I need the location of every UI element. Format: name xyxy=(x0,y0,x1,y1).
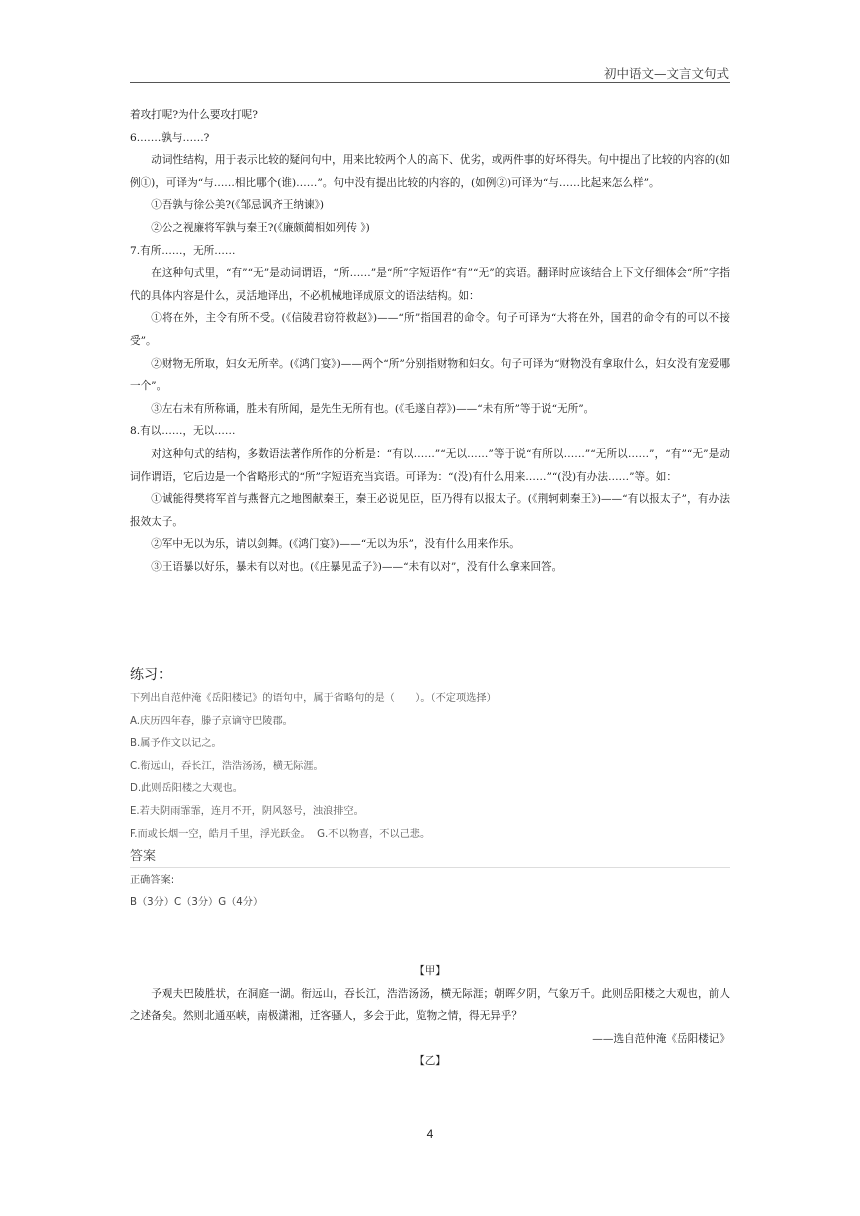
answer-value: B（3分）C（3分）G（4分） xyxy=(130,897,264,908)
example-7-1: ①将在外，主令有所不受。(《信陵君窃符救赵》)——“所”指国君的命令。句子可译为“大将在外，国君的命令有的可以不接受”。 xyxy=(130,312,730,347)
exercise-section xyxy=(130,664,730,846)
example-8-2: ②军中无以为乐，请以剑舞。(《鸿门宴》)——“无以为乐”，没有什么用来作乐。 xyxy=(151,538,520,551)
section-paragraph-7: 在这种句式里，“有”“无”是动词谓语，“所……”是“所”字短语作“有”“无”的宾语。翻译时应该结合上下文仔细体会“所”字指代的具体内容是什么，灵活地译出，不必机械地译成原文的语法结构。如： xyxy=(130,267,730,302)
example-6-2: ②公之视廉将军孰与秦王?(《廉颇蔺相如列传 》) xyxy=(151,221,370,234)
page-number: 4 xyxy=(426,1127,434,1141)
passage-source-jia: ——选自范仲淹《岳阳楼记》 xyxy=(592,1032,730,1045)
option-b: B.属予作文以记之。 xyxy=(130,738,222,750)
answer-section xyxy=(130,848,730,914)
option-f-g-line xyxy=(130,824,730,847)
option-g: G.不以物喜，不以己悲。 xyxy=(317,828,431,840)
exercise-question: 下列出自范仲淹《岳阳楼记》的语句中，属于省略句的是（ ）。（不定项选择） xyxy=(130,693,497,704)
main-content xyxy=(130,104,730,578)
option-a: A.庆历四年春，滕子京谪守巴陵郡。 xyxy=(130,715,293,727)
section-heading-8: 8.有以……，无以…… xyxy=(130,425,236,438)
section-heading-6: 6.……孰与……? xyxy=(130,131,210,144)
option-e: E.若夫阴雨霏霏，连月不开，阴风怒号，浊浪排空。 xyxy=(130,805,364,817)
section-paragraph-8: 对这种句式的结构，多数语法著作所作的分析是：“有以……”“无以……”等于说“有所以……”“无所以……”，“有”“无”是动词作谓语，它后边是一个省略形式的“所”字短语充当宾语。可译为：“(没)有什么用来……”“(没)有办法……”等。如： xyxy=(130,447,730,483)
example-7-2: ②财物无所取，妇女无所幸。(《鸿门宴》)——两个“所”分别指财物和妇女。句子可译为“财物没有拿取什么，妇女没有宠爱哪一个”。 xyxy=(130,357,730,393)
passage-label-yi: 【乙】 xyxy=(414,1055,446,1068)
option-f: F.而或长烟一空，皓月千里，浮光跃金。 xyxy=(130,828,311,840)
exercise-title: 练习： xyxy=(130,667,172,683)
passage-label-jia: 【甲】 xyxy=(414,965,446,977)
answer-divider xyxy=(130,867,730,868)
header-divider xyxy=(130,82,730,83)
reading-passage xyxy=(130,960,730,1073)
section-heading-7: 7.有所……，无所…… xyxy=(130,244,236,257)
answer-title: 答案 xyxy=(130,849,157,864)
section-paragraph-6: 动词性结构，用于表示比较的疑问句中，用来比较两个人的高下、优劣，或两件事的好坏得失。句中提出了比较的内容的(如例①)，可译为“与……相比哪个(谁)……”。句中没有提出比较的内容的，(如例②)可译为“与……比起来怎么样”。 xyxy=(130,154,730,189)
example-6-1: ①吾孰与徐公美?(《邹忌讽齐王纳谏》) xyxy=(151,199,325,212)
passage-text-jia: 予观夫巴陵胜状，在洞庭一湖。衔远山，吞长江，浩浩汤汤，横无际涯；朝晖夕阴，气象万千。此则岳阳楼之大观也，前人之述备矣。然则北通巫峡，南极潇湘，迁客骚人，多会于此，览物之情，得无异乎？ xyxy=(130,987,730,1023)
continued-line: 着攻打呢?为什么要攻打呢? xyxy=(130,109,258,121)
example-7-3: ③左右未有所称诵，胜未有所闻，是先生无所有也。(《毛遂自荐》)——“未有所”等于说“无所”。 xyxy=(151,402,595,415)
answer-label: 正确答案: xyxy=(130,875,175,886)
option-d: D.此则岳阳楼之大观也。 xyxy=(130,783,243,795)
example-8-3: ③王语暴以好乐，暴未有以对也。(《庄暴见孟子》)——“未有以对”，没有什么拿来回答。 xyxy=(151,560,563,573)
header-title: 初中语文—文言文句式 xyxy=(603,66,729,81)
example-8-1: ①诚能得樊将军首与燕督亢之地图献秦王，秦王必说见臣，臣乃得有以报太子。(《荆轲刺秦王》)——“有以报太子”，有办法报效太子。 xyxy=(130,493,730,528)
option-c: C.衔远山，吞长江，浩浩汤汤，横无际涯。 xyxy=(130,760,324,772)
